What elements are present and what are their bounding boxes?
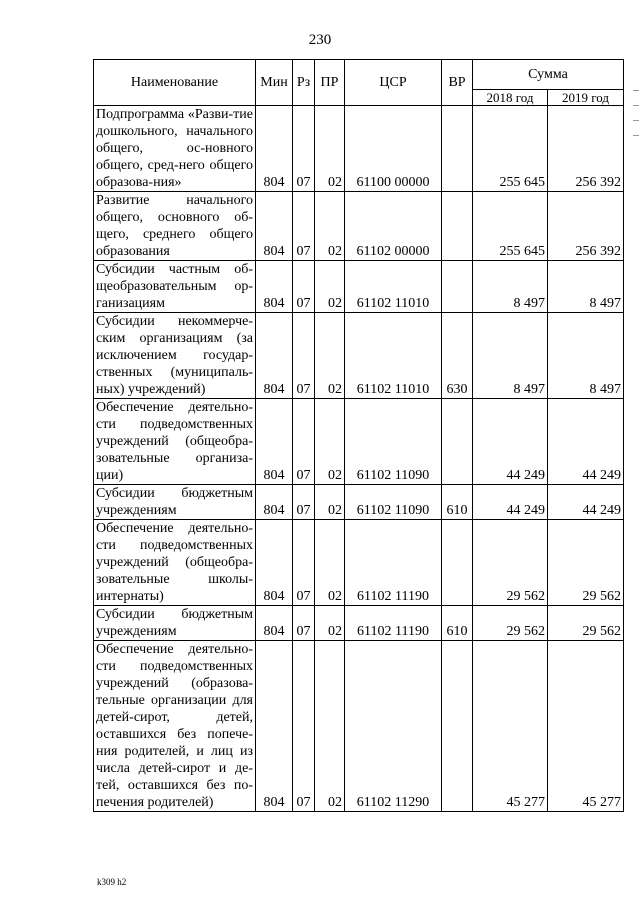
row-pr: 02 bbox=[315, 106, 345, 192]
row-pr: 02 bbox=[315, 261, 345, 313]
table-row bbox=[94, 485, 624, 520]
row-csr: 61102 11190 bbox=[345, 520, 442, 606]
row-sum-2018: 8 497 bbox=[473, 261, 548, 313]
row-sum-2019: 45 277 bbox=[548, 641, 624, 812]
row-min: 804 bbox=[256, 399, 293, 485]
row-min: 804 bbox=[256, 520, 293, 606]
table-row bbox=[94, 192, 624, 261]
scan-mark bbox=[633, 120, 639, 121]
row-min: 804 bbox=[256, 641, 293, 812]
row-sum-2018: 255 645 bbox=[473, 192, 548, 261]
row-name: Субсидии некоммерче-ским организациям (за исключением государ-ственных (муниципаль-ных) учреждений) bbox=[94, 313, 256, 399]
scan-mark bbox=[633, 90, 639, 91]
header-vr: ВР bbox=[442, 60, 473, 106]
header-sum: Сумма bbox=[473, 60, 624, 90]
row-vr bbox=[442, 106, 473, 192]
row-csr: 61102 11090 bbox=[345, 485, 442, 520]
row-csr: 61102 11190 bbox=[345, 606, 442, 641]
table-row bbox=[94, 520, 624, 606]
footer-code: k309 h2 bbox=[97, 877, 127, 887]
row-pr: 02 bbox=[315, 485, 345, 520]
row-rz: 07 bbox=[293, 485, 315, 520]
row-rz: 07 bbox=[293, 641, 315, 812]
row-vr: 630 bbox=[442, 313, 473, 399]
row-name: Субсидии частным об-щеобразовательным ор-ганизациям bbox=[94, 261, 256, 313]
row-vr: 610 bbox=[442, 606, 473, 641]
row-rz: 07 bbox=[293, 106, 315, 192]
table-body bbox=[94, 106, 624, 812]
row-sum-2019: 44 249 bbox=[548, 399, 624, 485]
row-vr: 610 bbox=[442, 485, 473, 520]
row-sum-2019: 29 562 bbox=[548, 606, 624, 641]
row-rz: 07 bbox=[293, 606, 315, 641]
budget-table bbox=[93, 59, 624, 812]
row-csr: 61102 11290 bbox=[345, 641, 442, 812]
row-sum-2018: 44 249 bbox=[473, 399, 548, 485]
row-sum-2019: 256 392 bbox=[548, 192, 624, 261]
row-sum-2019: 8 497 bbox=[548, 261, 624, 313]
row-sum-2018: 44 249 bbox=[473, 485, 548, 520]
row-sum-2018: 29 562 bbox=[473, 520, 548, 606]
row-sum-2019: 29 562 bbox=[548, 520, 624, 606]
row-rz: 07 bbox=[293, 313, 315, 399]
row-pr: 02 bbox=[315, 606, 345, 641]
row-pr: 02 bbox=[315, 399, 345, 485]
row-pr: 02 bbox=[315, 313, 345, 399]
row-csr: 61102 11090 bbox=[345, 399, 442, 485]
row-min: 804 bbox=[256, 606, 293, 641]
row-csr: 61102 11010 bbox=[345, 313, 442, 399]
header-csr: ЦСР bbox=[345, 60, 442, 106]
header-pr: ПР bbox=[315, 60, 345, 106]
header-rz: Рз bbox=[293, 60, 315, 106]
row-name: Обеспечение деятельно-сти подведомственных учреждений (общеобра-зовательные школы-интернаты) bbox=[94, 520, 256, 606]
row-vr bbox=[442, 520, 473, 606]
row-name: Субсидии бюджетным учреждениям bbox=[94, 485, 256, 520]
row-sum-2018: 255 645 bbox=[473, 106, 548, 192]
row-sum-2018: 45 277 bbox=[473, 641, 548, 812]
row-min: 804 bbox=[256, 485, 293, 520]
row-pr: 02 bbox=[315, 192, 345, 261]
row-name: Обеспечение деятельно-сти подведомственных учреждений (общеобра-зовательные организа-ции) bbox=[94, 399, 256, 485]
row-csr: 61102 11010 bbox=[345, 261, 442, 313]
row-vr bbox=[442, 261, 473, 313]
scan-mark bbox=[633, 135, 639, 136]
scan-mark bbox=[633, 105, 639, 106]
table-row bbox=[94, 106, 624, 192]
row-min: 804 bbox=[256, 313, 293, 399]
table-row bbox=[94, 641, 624, 812]
row-vr bbox=[442, 641, 473, 812]
row-min: 804 bbox=[256, 261, 293, 313]
row-min: 804 bbox=[256, 192, 293, 261]
row-vr bbox=[442, 399, 473, 485]
header-min: Мин bbox=[256, 60, 293, 106]
row-name: Развитие начального общего, основного об-щего, среднего общего образования bbox=[94, 192, 256, 261]
row-csr: 61102 00000 bbox=[345, 192, 442, 261]
row-min: 804 bbox=[256, 106, 293, 192]
row-rz: 07 bbox=[293, 261, 315, 313]
row-sum-2018: 8 497 bbox=[473, 313, 548, 399]
row-sum-2018: 29 562 bbox=[473, 606, 548, 641]
row-csr: 61100 00000 bbox=[345, 106, 442, 192]
row-sum-2019: 8 497 bbox=[548, 313, 624, 399]
row-pr: 02 bbox=[315, 641, 345, 812]
table-row bbox=[94, 399, 624, 485]
row-pr: 02 bbox=[315, 520, 345, 606]
header-year-2019: 2019 год bbox=[548, 89, 624, 105]
table-row bbox=[94, 261, 624, 313]
row-name: Субсидии бюджетным учреждениям bbox=[94, 606, 256, 641]
table-row bbox=[94, 606, 624, 641]
row-sum-2019: 256 392 bbox=[548, 106, 624, 192]
table-row bbox=[94, 313, 624, 399]
row-rz: 07 bbox=[293, 192, 315, 261]
row-vr bbox=[442, 192, 473, 261]
row-name: Обеспечение деятельно-сти подведомственных учреждений (образова-тельные организации для детей-сирот, детей, оставшихся без попече-ния родителей, и лиц из числа детей-сирот и де-тей, оставшихся без по-печения родителей) bbox=[94, 641, 256, 812]
row-rz: 07 bbox=[293, 399, 315, 485]
row-name: Подпрограмма «Разви-тие дошкольного, начального общего, ос-новного общего, сред-него общего образова-ния» bbox=[94, 106, 256, 192]
row-sum-2019: 44 249 bbox=[548, 485, 624, 520]
header-year-2018: 2018 год bbox=[473, 89, 548, 105]
header-name: Наименование bbox=[94, 60, 256, 106]
page-number: 230 bbox=[308, 32, 332, 48]
row-rz: 07 bbox=[293, 520, 315, 606]
